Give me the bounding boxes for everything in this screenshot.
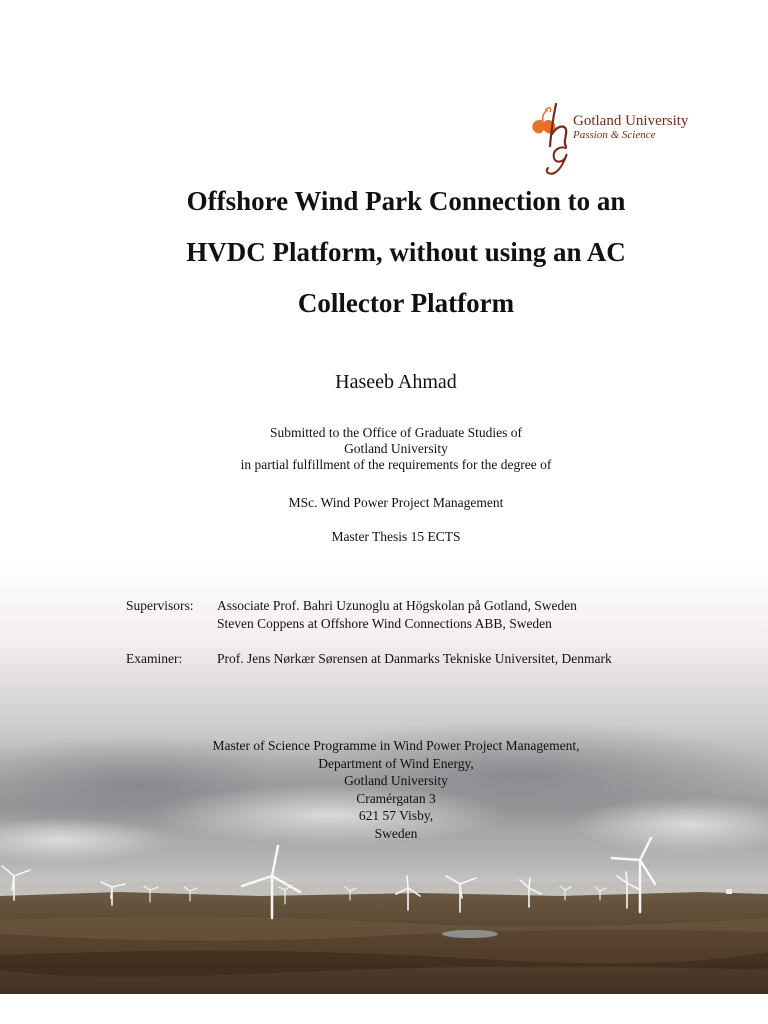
thesis-title [100,176,712,329]
logo-tagline: Passion & Science [573,129,656,141]
submission-line: Submitted to the Office of Graduate Studies of [269,425,523,440]
address-line: Cramérgatan 3 [356,790,436,806]
submission-statement [0,425,768,473]
address-line: Master of Science Programme in Wind Power Project Management, [212,738,580,753]
title-line: HVDC Platform, without using an AC [186,237,626,267]
page-bottom-margin [0,994,768,1024]
supervisors-label: Supervisors: [126,598,194,613]
address-line: Gotland University [344,773,448,788]
programme-address [0,737,768,842]
degree-name: MSc. Wind Power Project Management [288,495,504,510]
title-line: Collector Platform [297,288,515,318]
address-line: Sweden [374,825,418,841]
title-line: Offshore Wind Park Connection to an [186,186,626,216]
address-line: Department of Wind Energy, [318,755,474,771]
thesis-credits: Master Thesis 15 ECTS [331,529,461,544]
examiner-name: Prof. Jens Nørkær Sørensen at Danmarks Tekniske Universitet, Denmark [217,651,612,666]
university-logo [528,100,698,176]
submission-line: Gotland University [344,441,448,456]
address-line: 621 57 Visby, [358,808,434,823]
submission-line: in partial fulfillment of the requirements for the degree of [240,457,552,472]
logo-university-name: Gotland University [573,113,689,129]
examiner-label: Examiner: [126,651,183,666]
supervisor-name: Associate Prof. Bahri Uzunoglu at Högskolan på Gotland, Sweden [217,598,577,613]
author-name: Haseeb Ahmad [335,371,457,393]
supervisor-name: Steven Coppens at Offshore Wind Connections ABB, Sweden [217,616,552,631]
